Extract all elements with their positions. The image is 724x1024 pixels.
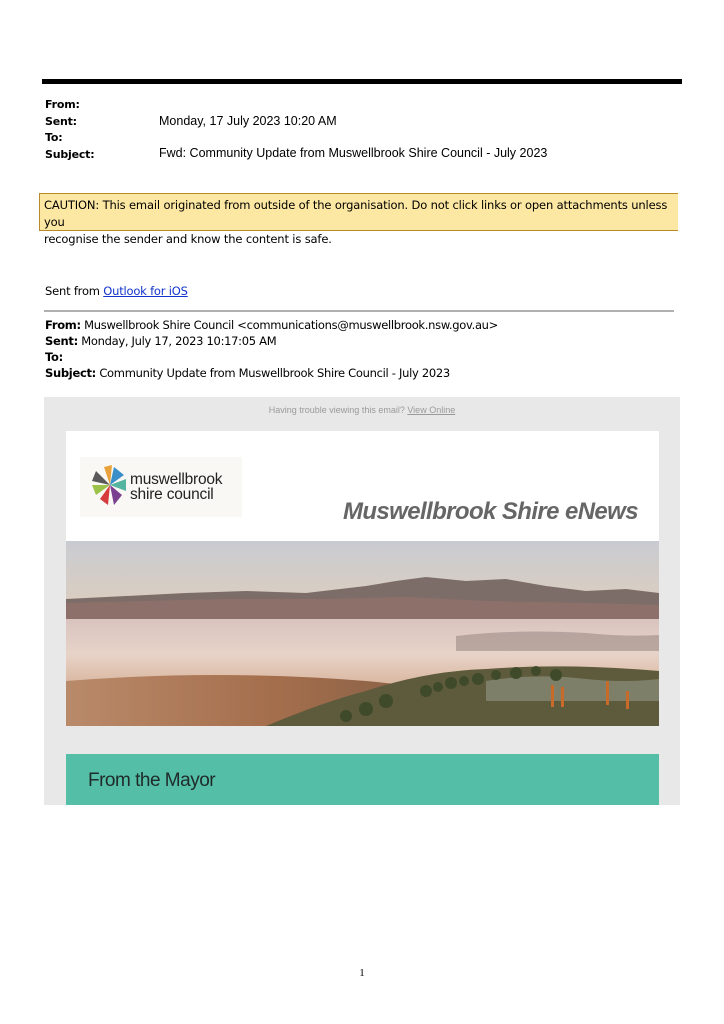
sent-value: Monday, 17 July 2023 10:20 AM — [159, 114, 337, 128]
top-rule — [42, 79, 682, 84]
fwd-sent-value: Monday, July 17, 2023 10:17:05 AM — [77, 334, 277, 348]
fwd-subject-label: Subject: — [45, 366, 96, 380]
sent-from — [45, 284, 188, 298]
fwd-to-label: To: — [45, 350, 63, 364]
divider — [44, 310, 674, 312]
fwd-sent-label: Sent: — [45, 334, 78, 348]
caution-line-1: CAUTION: This email originated from outside of the organisation. Do not click links or open attachments unless you — [44, 198, 668, 229]
enews-title: Muswellbrook Shire eNews — [342, 498, 638, 525]
fwd-from-label: From: — [45, 318, 81, 332]
trouble-viewing — [44, 405, 680, 415]
logo-wordmark — [130, 472, 222, 502]
sent-from-prefix: Sent from — [45, 284, 104, 298]
fwd-subject-row — [45, 366, 450, 380]
fwd-from-row — [45, 318, 498, 332]
subject-value: Fwd: Community Update from Muswellbrook Shire Council - July 2023 — [159, 146, 548, 160]
fwd-sent-row — [45, 334, 276, 348]
logo-line-1: muswellbrook — [130, 471, 223, 488]
caution-banner — [39, 193, 678, 246]
subject-label: Subject: — [45, 148, 95, 161]
trouble-text: Having trouble viewing this email? — [268, 405, 408, 415]
page-number: 1 — [359, 967, 365, 979]
sent-label: Sent: — [45, 115, 77, 128]
outlook-ios-link[interactable]: Outlook for iOS — [103, 284, 188, 298]
star-logo-icon — [90, 463, 130, 507]
view-online-link[interactable]: View Online — [407, 405, 456, 415]
fwd-from-value: Muswellbrook Shire Council <communications@muswellbrook.nsw.gov.au> — [80, 318, 499, 332]
to-label: To: — [45, 131, 63, 144]
caution-line-2: recognise the sender and know the content is safe. — [44, 232, 332, 246]
fwd-to-row — [45, 350, 63, 364]
fwd-subject-value: Community Update from Muswellbrook Shire Council - July 2023 — [95, 366, 450, 380]
section-title: From the Mayor — [88, 770, 216, 791]
landscape-photo — [66, 541, 659, 726]
logo-line-2: shire council — [130, 486, 214, 503]
from-label: From: — [45, 98, 80, 111]
